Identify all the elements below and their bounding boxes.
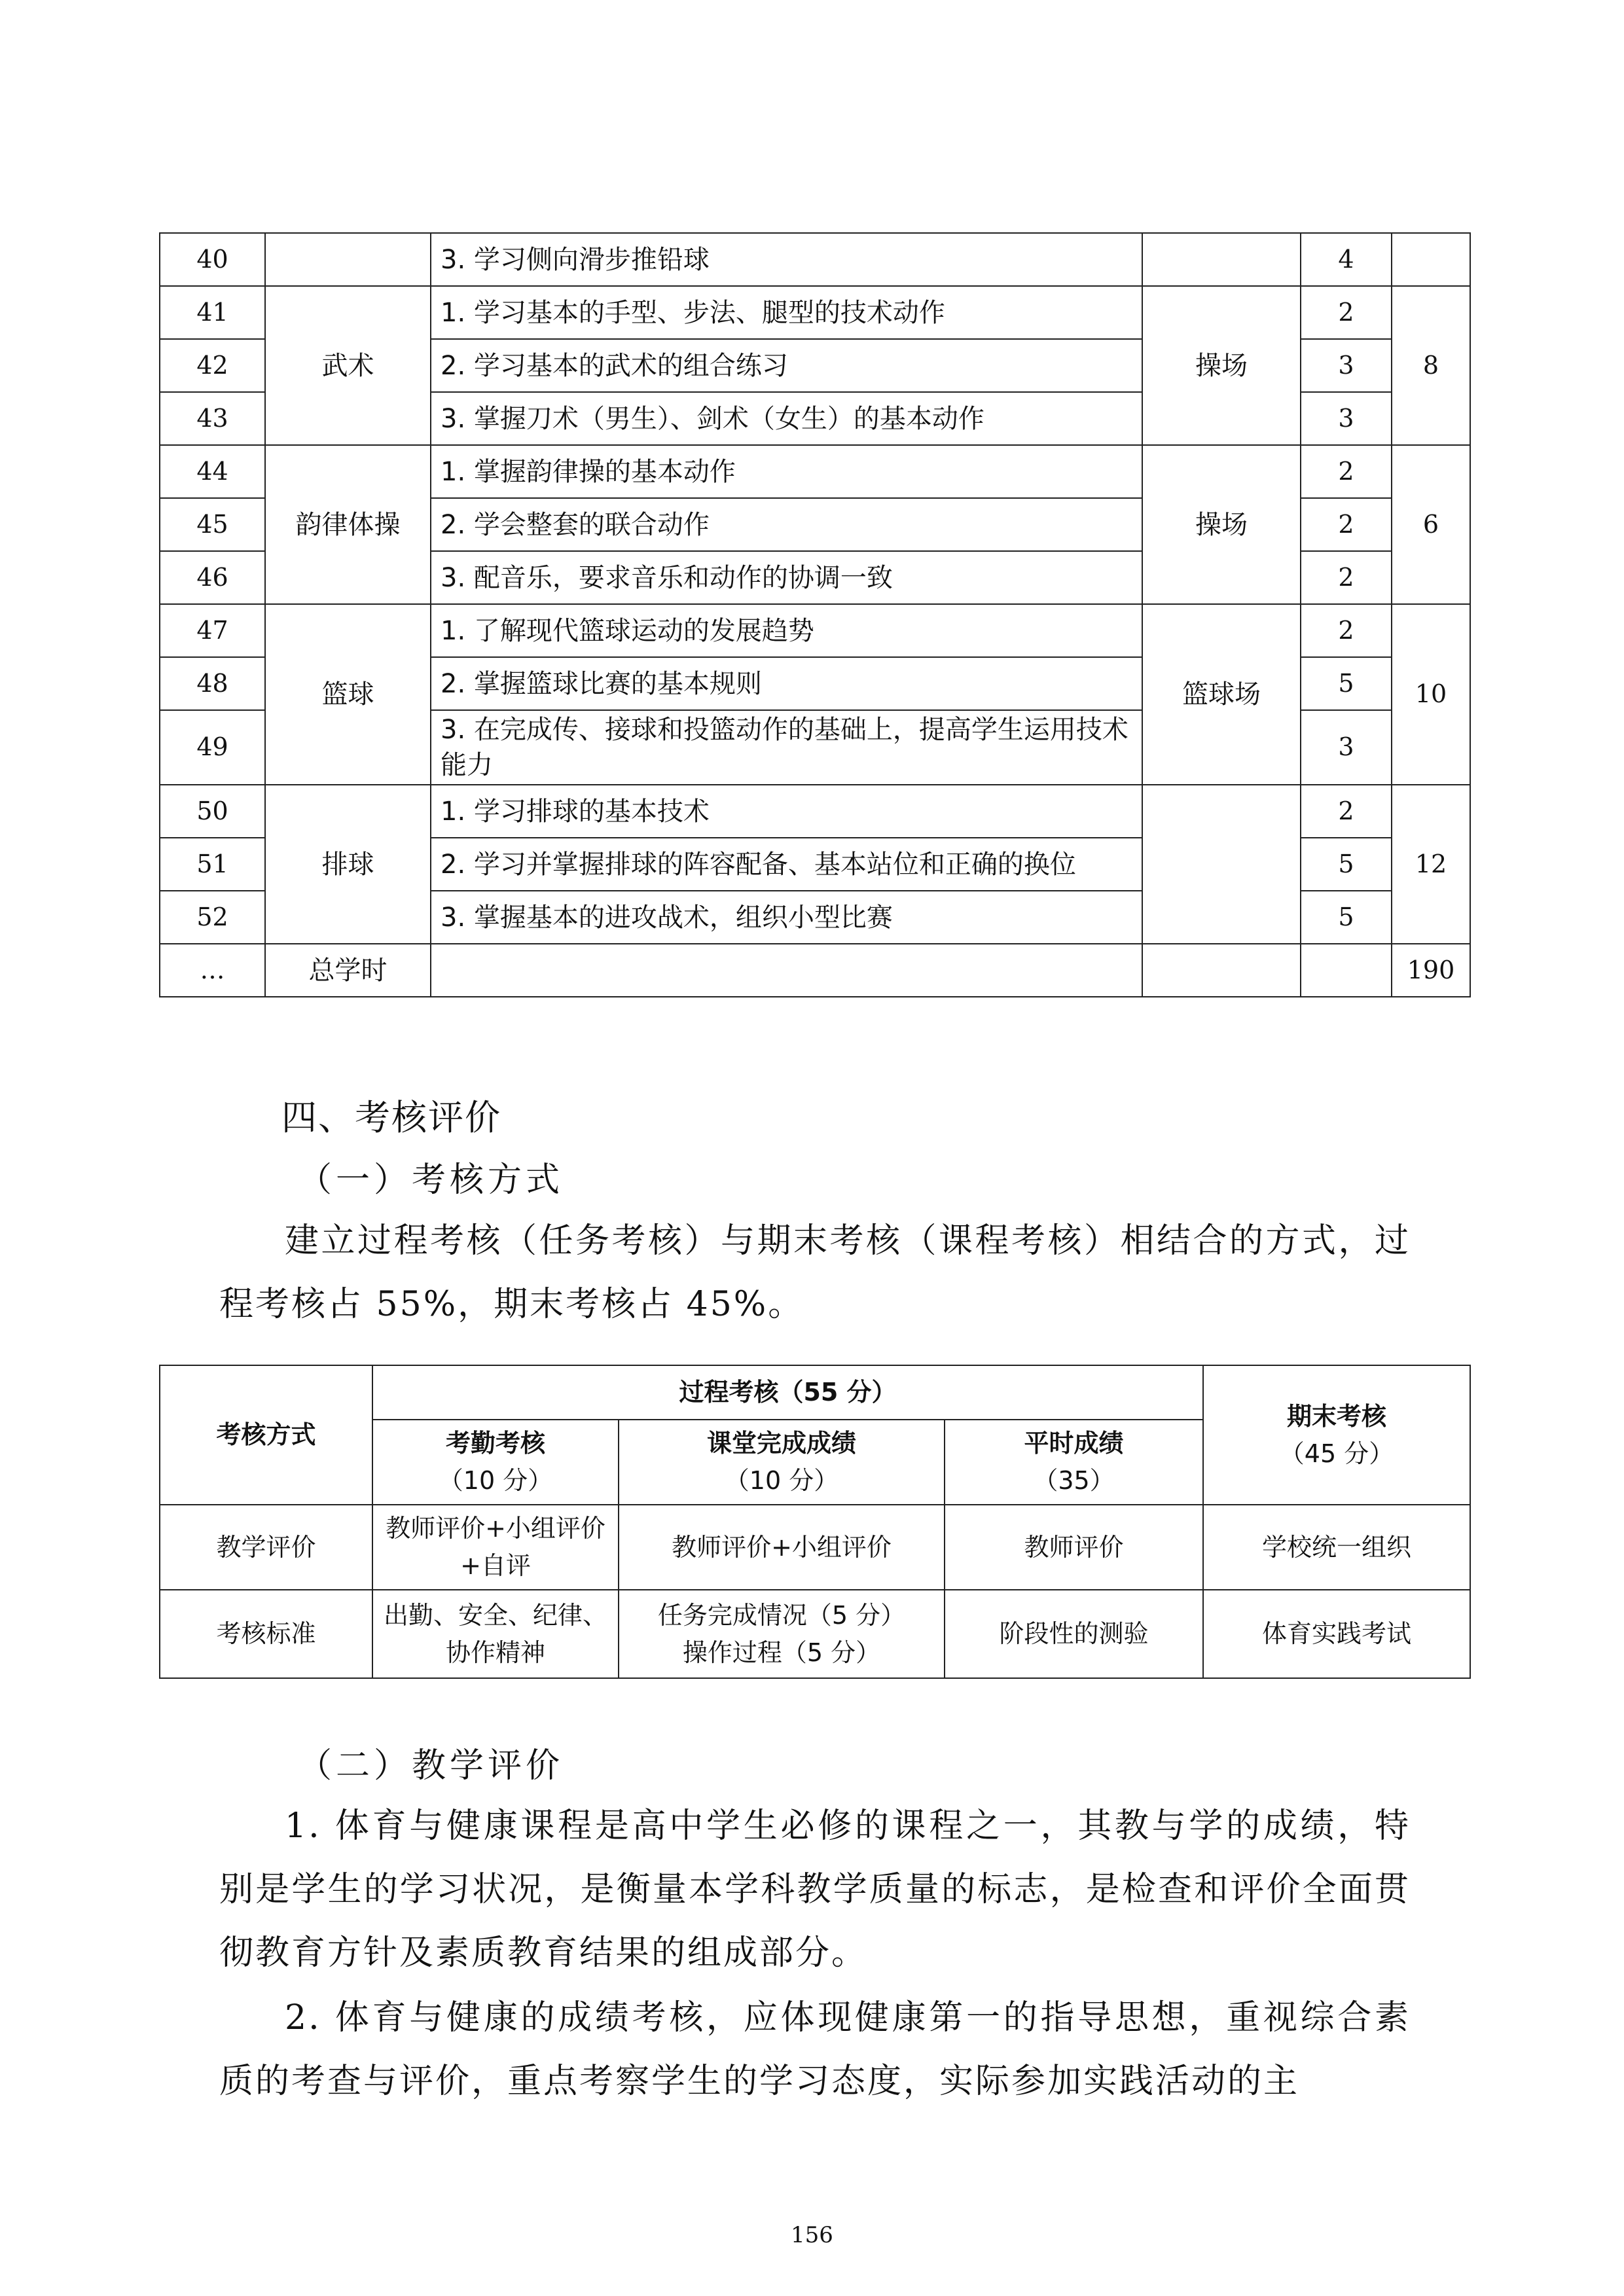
table-row: [160, 1590, 1470, 1678]
cell-classroom-line2: 操作过程（5 分）: [682, 1638, 881, 1667]
paragraph-evaluation-2: 2. 体育与健康的成绩考核，应体现健康第一的指导思想，重视综合素质的考查与评价，重点考察学生的学习态度，实际参加实践活动的主: [219, 1998, 1411, 2101]
row-label: 教学评价: [160, 1505, 372, 1590]
row-hours: 4: [1301, 233, 1392, 286]
row-content: 3. 学习侧向滑步推铅球: [431, 233, 1142, 286]
table-row: [160, 604, 1470, 657]
row-number: 41: [160, 286, 265, 339]
group-total: 10: [1392, 604, 1470, 785]
subsection-heading-teaching-evaluation: （二）教学评价: [298, 1746, 564, 1785]
schedule-table: [159, 232, 1471, 997]
cell-usual: 阶段性的测验: [945, 1590, 1203, 1678]
row-hours: 3: [1301, 710, 1392, 785]
group-total: 6: [1392, 445, 1470, 604]
page-number: 156: [791, 2222, 833, 2248]
row-content: 3. 配音乐，要求音乐和动作的协调一致: [431, 551, 1142, 604]
header-usual: [945, 1420, 1203, 1505]
row-content: 1. 掌握韵律操的基本动作: [431, 445, 1142, 498]
paragraph-evaluation-1: 1. 体育与健康课程是高中学生必修的课程之一，其教与学的成绩，特别是学生的学习状况，是衡量本学科教学质量的标志，是检查和评价全面贯彻教育方针及素质教育结果的组成部分。: [219, 1806, 1411, 1973]
row-content: 2. 学会整套的联合动作: [431, 498, 1142, 551]
group-name: 韵律体操: [265, 445, 431, 604]
cell-classroom: [619, 1590, 945, 1678]
row-number: 51: [160, 838, 265, 891]
header-method: 考核方式: [160, 1365, 372, 1505]
row-hours: 2: [1301, 551, 1392, 604]
cell-classroom-line1: 任务完成情况（5 分）: [657, 1600, 906, 1630]
group-name: 排球: [265, 785, 431, 944]
row-content: 3. 掌握基本的进攻战术，组织小型比赛: [431, 891, 1142, 944]
header-final-label: 期末考核: [1286, 1401, 1386, 1431]
row-content: 2. 掌握篮球比赛的基本规则: [431, 657, 1142, 710]
group-name: 武术: [265, 286, 431, 445]
row-hours: 2: [1301, 604, 1392, 657]
row-content: 3. 掌握刀术（男生）、剑术（女生）的基本动作: [431, 392, 1142, 445]
header-classroom: [619, 1420, 945, 1505]
row-number: 52: [160, 891, 265, 944]
paragraph-assessment-method: 建立过程考核（任务考核）与期末考核（课程考核）相结合的方式，过程考核占 55%，期末考核占 45%。: [219, 1221, 1411, 1324]
section-heading: 四、考核评价: [281, 1097, 501, 1138]
group-venue: 操场: [1142, 445, 1301, 604]
row-number: 44: [160, 445, 265, 498]
row-label: 考核标准: [160, 1590, 372, 1678]
row-hours: 2: [1301, 286, 1392, 339]
total-hours: 190: [1392, 944, 1470, 997]
total-row: [160, 944, 1470, 997]
cell-final: 体育实践考试: [1203, 1590, 1470, 1678]
row-number: 50: [160, 785, 265, 838]
row-hours: 2: [1301, 785, 1392, 838]
cell-final: 学校统一组织: [1203, 1505, 1470, 1590]
row-content: 2. 学习基本的武术的组合练习: [431, 339, 1142, 392]
header-final-score: （45 分）: [1279, 1439, 1394, 1468]
header-classroom-score: （10 分）: [724, 1466, 839, 1495]
table-row: [160, 785, 1470, 838]
group-venue: 操场: [1142, 286, 1301, 445]
cell-classroom: 教师评价+小组评价: [619, 1505, 945, 1590]
table-row: [160, 445, 1470, 498]
row-content: 1. 学习基本的手型、步法、腿型的技术动作: [431, 286, 1142, 339]
group-total: 8: [1392, 286, 1470, 445]
row-hours: 2: [1301, 445, 1392, 498]
header-attendance-score: （10 分）: [438, 1466, 553, 1495]
header-final: [1203, 1365, 1470, 1505]
row-content: 1. 学习排球的基本技术: [431, 785, 1142, 838]
row-number: 45: [160, 498, 265, 551]
cell-attendance: 出勤、安全、纪律、协作精神: [372, 1590, 619, 1678]
table-row: [160, 1505, 1470, 1590]
table-row: [160, 1365, 1470, 1420]
row-number: 49: [160, 710, 265, 785]
row-content: 3. 在完成传、接球和投篮动作的基础上，提高学生运用技术能力: [431, 710, 1142, 785]
group-name: 篮球: [265, 604, 431, 785]
row-hours: 5: [1301, 838, 1392, 891]
total-row-number: …: [160, 944, 265, 997]
header-usual-label: 平时成绩: [1024, 1429, 1124, 1458]
row-hours: 3: [1301, 392, 1392, 445]
row-hours: 3: [1301, 339, 1392, 392]
header-classroom-label: 课堂完成成绩: [706, 1429, 856, 1458]
cell-usual: 教师评价: [945, 1505, 1203, 1590]
row-content: 1. 了解现代篮球运动的发展趋势: [431, 604, 1142, 657]
row-hours: 2: [1301, 498, 1392, 551]
row-number: 48: [160, 657, 265, 710]
table-row: [160, 286, 1470, 339]
group-venue: [1142, 785, 1301, 944]
row-number: 43: [160, 392, 265, 445]
assessment-table: [159, 1365, 1471, 1679]
table-row: [160, 233, 1470, 286]
cell-attendance: 教师评价+小组评价+自评: [372, 1505, 619, 1590]
row-content: 2. 学习并掌握排球的阵容配备、基本站位和正确的换位: [431, 838, 1142, 891]
header-attendance: [372, 1420, 619, 1505]
row-hours: 5: [1301, 891, 1392, 944]
row-number: 46: [160, 551, 265, 604]
header-usual-score: （35）: [1033, 1466, 1115, 1495]
header-process: 过程考核（55 分）: [372, 1365, 1203, 1420]
subsection-heading-assessment-method: （一）考核方式: [298, 1160, 564, 1200]
row-hours: 5: [1301, 657, 1392, 710]
row-number: 40: [160, 233, 265, 286]
group-venue: 篮球场: [1142, 604, 1301, 785]
header-attendance-label: 考勤考核: [445, 1429, 545, 1458]
total-label: 总学时: [265, 944, 431, 997]
row-number: 42: [160, 339, 265, 392]
group-total: 12: [1392, 785, 1470, 944]
row-number: 47: [160, 604, 265, 657]
